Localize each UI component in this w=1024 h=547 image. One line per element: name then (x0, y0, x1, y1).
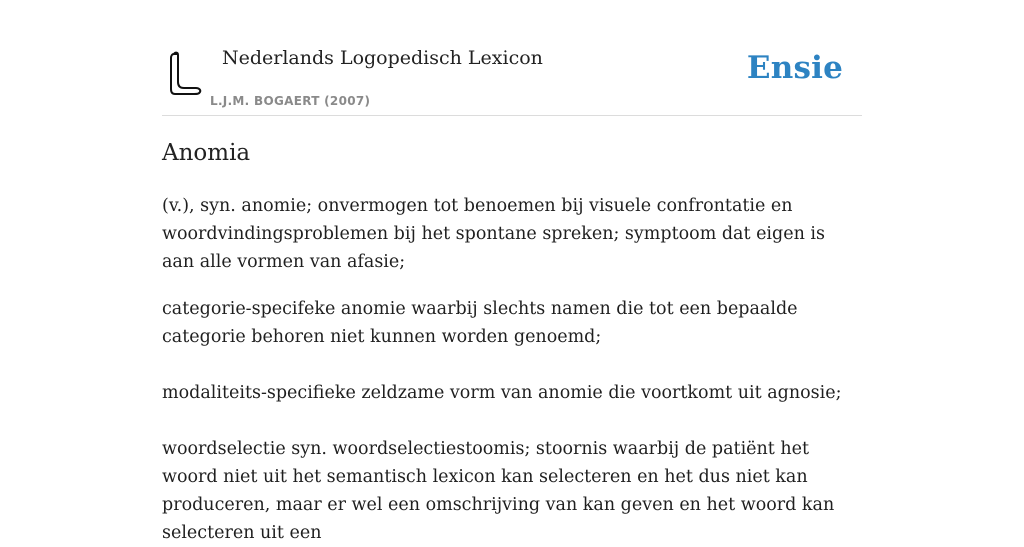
entry-paragraph-definition: (v.), syn. anomie; onvermogen tot benoemen bij visuele confrontatie en woordvindingsproblemen bij het spontane spreken; symptoom dat eigen is aan alle vormen van afasie; (162, 196, 826, 272)
book-letter-l-icon[interactable] (166, 48, 204, 96)
ensie-logo[interactable]: Ensie (746, 50, 843, 86)
entry-title: Anomia (162, 140, 251, 166)
entry-body (162, 192, 862, 547)
author-label: L.J.M. BOGAERT (2007) (210, 94, 371, 108)
entry-paragraph-modality-specific: modaliteits-specifieke zeldzame vorm van anomie die voortkomt uit agnosie; (162, 383, 842, 403)
entry-paragraph-word-selection: woordselectie syn. woordselectiestoomis; stoornis waarbij de patiënt het woord niet uit het semantisch lexicon kan selecteren en het dus niet kan produceren, maar er wel een omschrijving van kan geven en het woord kan selecteren uit een (162, 439, 835, 543)
entry-paragraph-category-specific: categorie-specifeke anomie waarbij slechts namen die tot een bepaalde categorie behoren niet kunnen worden genoemd; (162, 299, 798, 347)
header (162, 38, 862, 116)
book-title[interactable]: Nederlands Logopedisch Lexicon (222, 47, 543, 69)
